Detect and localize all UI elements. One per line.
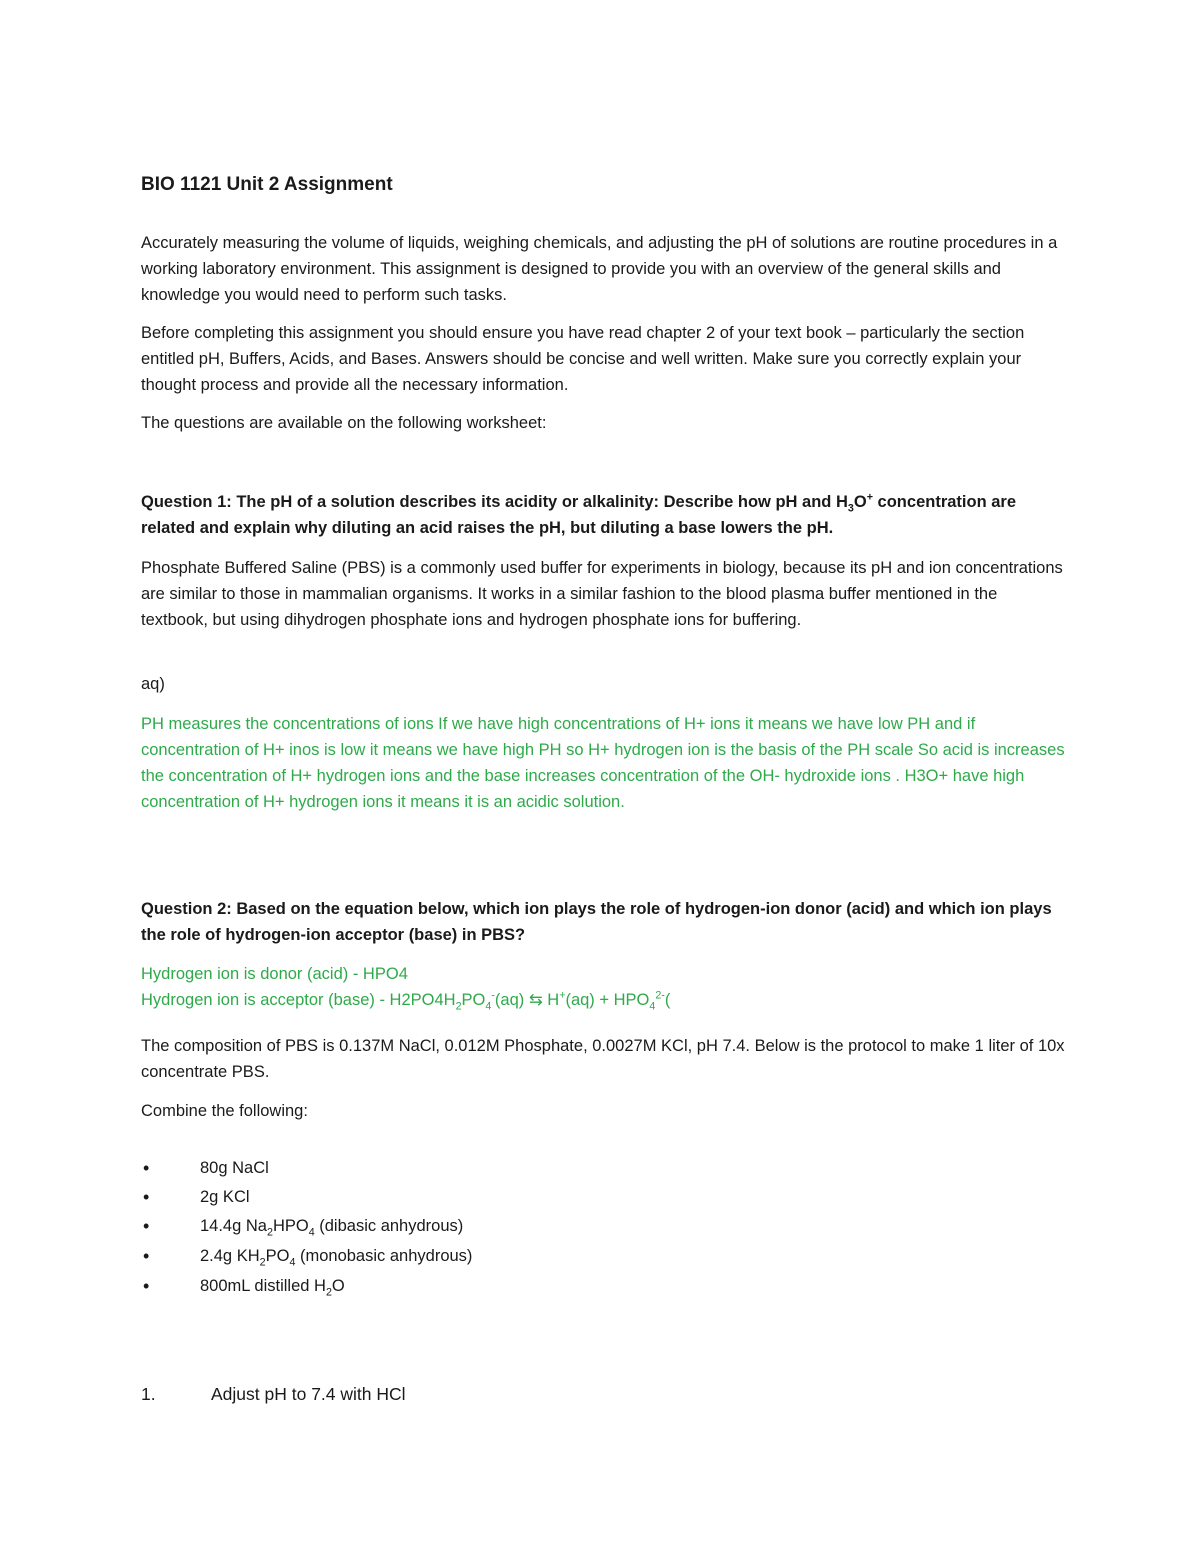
aq-fragment: aq) [141, 675, 165, 693]
answer-2-donor: Hydrogen ion is donor (acid) - HPO4 [141, 965, 408, 983]
question-2: Question 2: Based on the equation below, which ion plays the role of hydrogen-ion donor (acid) and which ion plays the role of hydrogen-ion acceptor (base) in PBS? [141, 900, 1052, 944]
bullet-icon: • [143, 1246, 150, 1266]
bullet-icon: • [143, 1187, 150, 1207]
page-title: BIO 1121 Unit 2 Assignment [141, 174, 393, 195]
bullet-icon: • [143, 1216, 150, 1236]
intro-paragraph: Accurately measuring the volume of liquids, weighing chemicals, and adjusting the pH of solutions are routine procedures in a working laboratory environment. This assignment is designed to provide you with an overview of the general skills and knowledge you would need to perform such tasks. [141, 234, 1058, 304]
answer-1: PH measures the concentrations of ions If we have high concentrations of H+ ions it means we have low PH and if concentration of H+ inos is low it means we have high PH so H+ hydrogen ion is the basis of the PH scale So acid is increases the concentration of H+ hydrogen ions and the base increases concentration of the OH- hydroxide ions . H3O+ have high concentration of H+ hydrogen ions it means it is an acidic solution. [141, 715, 1065, 811]
bullet-icon: • [143, 1158, 150, 1178]
combine-heading: Combine the following: [141, 1102, 308, 1120]
question-1: Question 1: The pH of a solution describes its acidity or alkalinity: Describe how pH and $H_3O^+$ concentration are related and explain why diluting an acid raises the pH, but diluting a base lowers the pH. [141, 491, 1017, 537]
composition-paragraph: The composition of PBS is 0.137M NaCl, 0.012M Phosphate, 0.0027M KCl, pH 7.4. Below is the protocol to make 1 liter of 10x concentrate PBS. [141, 1037, 1065, 1081]
answer-2-acceptor: Hydrogen ion is acceptor (base) - $H2PO4H_2PO_4^-(aq)$ ⇆ $H^+(aq) + HPO_4^{2-}$( [141, 989, 671, 1013]
bullet-icon: • [143, 1276, 150, 1296]
worksheet-note: The questions are available on the following worksheet: [141, 414, 547, 432]
pbs-intro-paragraph: Phosphate Buffered Saline (PBS) is a commonly used buffer for experiments in biology, because its pH and ion concentrations are similar to those in mammalian organisms. It works in a similar fashion to the blood plasma buffer mentioned in the textbook, but using dihydrogen phosphate ions and hydrogen phosphate ions for buffering. [141, 559, 1063, 629]
before-paragraph: Before completing this assignment you should ensure you have read chapter 2 of your text book – particularly the section entitled pH, Buffers, Acids, and Bases. Answers should be concise and well written. Make sure you correctly explain your thought process and provide all the necessary information. [141, 324, 1025, 394]
